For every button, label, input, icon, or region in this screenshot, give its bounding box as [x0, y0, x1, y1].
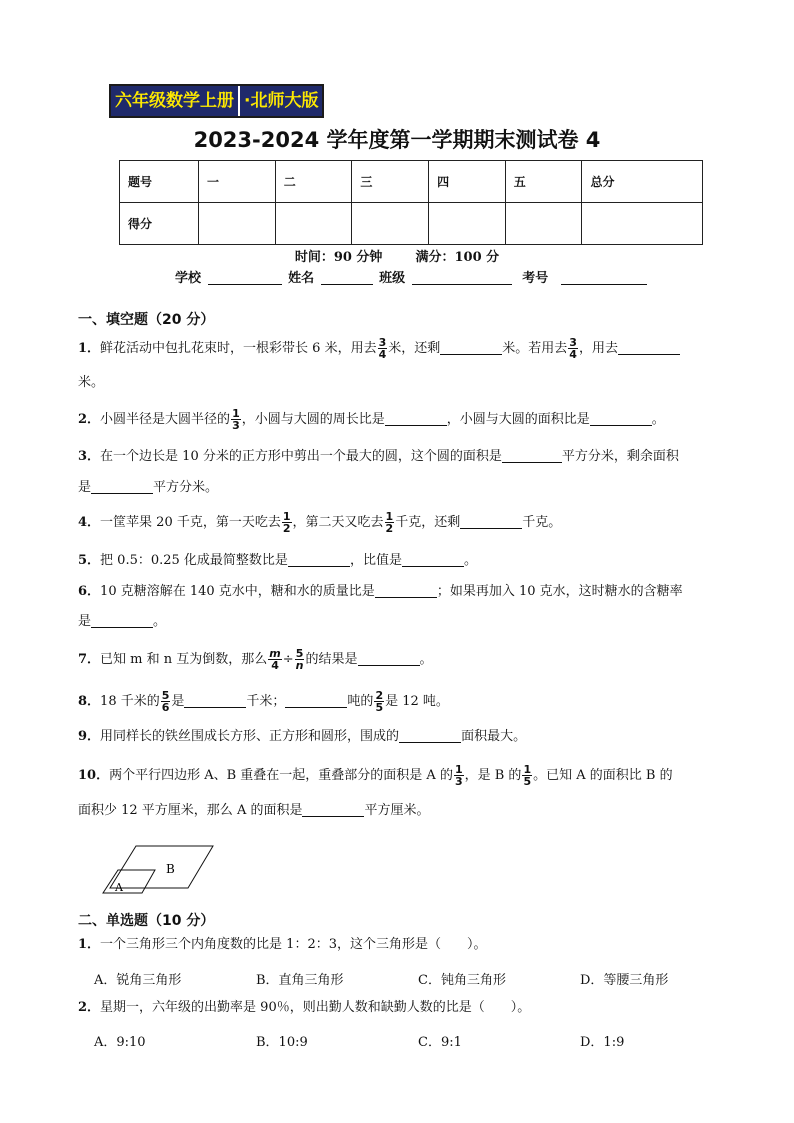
option-b[interactable]: B．直角三角形: [256, 973, 344, 988]
question-1-10: 10．两个平行四边形 A、B 重叠在一起，重叠部分的面积是 A 的 $\frac{1}{3}$ ，是 B 的 $\frac{1}{5}$ 。已知 A 的面积比 B 的: [78, 763, 673, 788]
score-input-cell[interactable]: [582, 203, 703, 245]
fraction: $\frac{1}{5}$: [523, 763, 532, 788]
score-input-cell[interactable]: [275, 203, 352, 245]
option-c[interactable]: C．钝角三角形: [418, 973, 506, 988]
score-cell: 四: [429, 161, 506, 203]
fraction: $\frac{1}{3}$: [454, 763, 463, 788]
parallelogram-a: [103, 870, 155, 893]
parallelogram-b: [110, 846, 213, 888]
fraction: $\frac{5}{6}$: [161, 689, 170, 714]
answer-blank[interactable]: [399, 728, 461, 743]
number-blank[interactable]: [561, 270, 647, 285]
answer-blank[interactable]: [402, 552, 464, 567]
badge-edition-text: ·北师大版: [244, 91, 319, 111]
question-1-3-cont: 是 平方分米。: [78, 480, 219, 495]
question-1-6: 6．10 克糖溶解在 140 克水中，糖和水的质量比是 ；如果再加入 10 克水，这时糖水的含糖率: [78, 584, 683, 599]
score-input-cell[interactable]: [199, 203, 276, 245]
score-table: [119, 160, 703, 245]
question-1-9: 9．用同样长的铁丝围成长方形、正方形和圆形，围成的 面积最大。: [78, 729, 527, 744]
section-2-title: 二、单选题（10 分）: [78, 913, 215, 929]
answer-blank[interactable]: [502, 448, 562, 463]
answer-blank[interactable]: [590, 411, 652, 426]
question-1-2: 2．小圆半径是大圆半径的 $\frac{1}{3}$ ，小圆与大圆的周长比是 ，小圆与大圆的面积比是 。: [78, 407, 665, 432]
question-1-4: 4．一筐苹果 20 千克，第一天吃去 $\frac{1}{2}$ ，第二天又吃去 $\frac{1}{2}$ 千克，还剩 千克。: [78, 510, 562, 535]
class-label: 班级: [379, 271, 406, 286]
name-label: 姓名: [288, 271, 315, 286]
section-1-title: 一、填空题（20 分）: [78, 312, 215, 328]
number-label: 考号: [522, 271, 549, 286]
option-d[interactable]: D．等腰三角形: [580, 973, 669, 988]
fraction: $\frac{2}{5}$: [375, 689, 384, 714]
option-a[interactable]: A．锐角三角形: [94, 973, 182, 988]
fraction: $\frac{m}{4}$: [269, 647, 281, 672]
answer-blank[interactable]: [460, 514, 522, 529]
question-2-1: 1．一个三角形三个内角度数的比是 1：2：3，这个三角形是（ ）。: [78, 937, 487, 952]
score-cell: 三: [352, 161, 429, 203]
answer-blank[interactable]: [91, 613, 153, 628]
answer-blank[interactable]: [302, 802, 364, 817]
name-blank[interactable]: [321, 270, 373, 285]
answer-blank[interactable]: [288, 552, 350, 567]
score-table-score-row: [120, 203, 703, 245]
answer-blank[interactable]: [358, 651, 420, 666]
label-a: A: [115, 881, 123, 894]
answer-blank[interactable]: [618, 340, 680, 355]
answer-blank[interactable]: [91, 479, 153, 494]
option-d[interactable]: D．1:9: [580, 1035, 625, 1050]
score-cell: 总分: [582, 161, 703, 203]
badge-grade-text: 六年级数学上册: [115, 91, 234, 111]
question-1-7: 7．已知 m 和 n 互为倒数，那么 $\frac{m}{4}$ ÷ $\frac{5}{n}$ 的结果是 。: [78, 647, 433, 672]
answer-blank[interactable]: [184, 693, 246, 708]
fraction: $\frac{1}{2}$: [385, 510, 394, 535]
exam-time: 时间：90 分钟: [294, 250, 383, 265]
question-1-3: 3．在一个边长是 10 分米的正方形中剪出一个最大的圆，这个圆的面积是 平方分米，剩余面积: [78, 449, 679, 464]
question-2-2: 2．星期一，六年级的出勤率是 90％，则出勤人数和缺勤人数的比是（ ）。: [78, 1000, 531, 1015]
school-label: 学校: [175, 271, 202, 286]
student-info-line: [175, 267, 649, 286]
grade-badge: [109, 84, 324, 118]
score-input-cell[interactable]: [429, 203, 506, 245]
fraction: $\frac{1}{2}$: [282, 510, 291, 535]
question-1-1: 1．鲜花活动中包扎花束时，一根彩带长 6 米，用去 $\frac{3}{4}$ 米，还剩 米。若用去 $\frac{3}{4}$ ，用去: [78, 337, 748, 360]
answer-blank[interactable]: [440, 340, 502, 355]
fraction: $\frac{3}{4}$: [569, 336, 577, 361]
exam-full-score: 满分：100 分: [415, 250, 500, 265]
question-1-5: 5．把 0.5：0.25 化成最简整数比是 ，比值是 。: [78, 553, 477, 568]
answer-blank[interactable]: [375, 583, 437, 598]
parallelogram-figure: [98, 838, 218, 898]
exam-title: 2023-2024 学年度第一学期期末测试卷 4: [193, 128, 601, 152]
school-blank[interactable]: [208, 270, 282, 285]
fraction: $\frac{3}{4}$: [378, 336, 387, 361]
score-cell: 题号: [120, 161, 199, 203]
exam-time-info: [0, 246, 794, 265]
class-blank[interactable]: [412, 270, 512, 285]
score-cell: 五: [505, 161, 582, 203]
score-cell: 得分: [120, 203, 199, 245]
option-c[interactable]: C．9:1: [418, 1035, 462, 1050]
option-b[interactable]: B．10:9: [256, 1035, 308, 1050]
score-cell: 二: [275, 161, 352, 203]
question-1-1-cont: 米。: [78, 375, 105, 390]
question-1-10-cont: 面积少 12 平方厘米，那么 A 的面积是 平方厘米。: [78, 803, 430, 818]
question-1-8: 8．18 千米的 $\frac{5}{6}$ 是 千米； 吨的 $\frac{2}{5}$ 是 12 吨。: [78, 689, 449, 714]
option-a[interactable]: A．9:10: [94, 1035, 146, 1050]
score-input-cell[interactable]: [352, 203, 429, 245]
label-b: B: [166, 862, 175, 876]
score-input-cell[interactable]: [505, 203, 582, 245]
fraction: $\frac{1}{3}$: [232, 407, 240, 432]
score-table-header-row: [120, 161, 703, 203]
score-cell: 一: [199, 161, 276, 203]
answer-blank[interactable]: [285, 693, 347, 708]
answer-blank[interactable]: [385, 411, 447, 426]
question-1-6-cont: 是 。: [78, 614, 167, 629]
fraction: $\frac{5}{n}$: [295, 647, 304, 672]
